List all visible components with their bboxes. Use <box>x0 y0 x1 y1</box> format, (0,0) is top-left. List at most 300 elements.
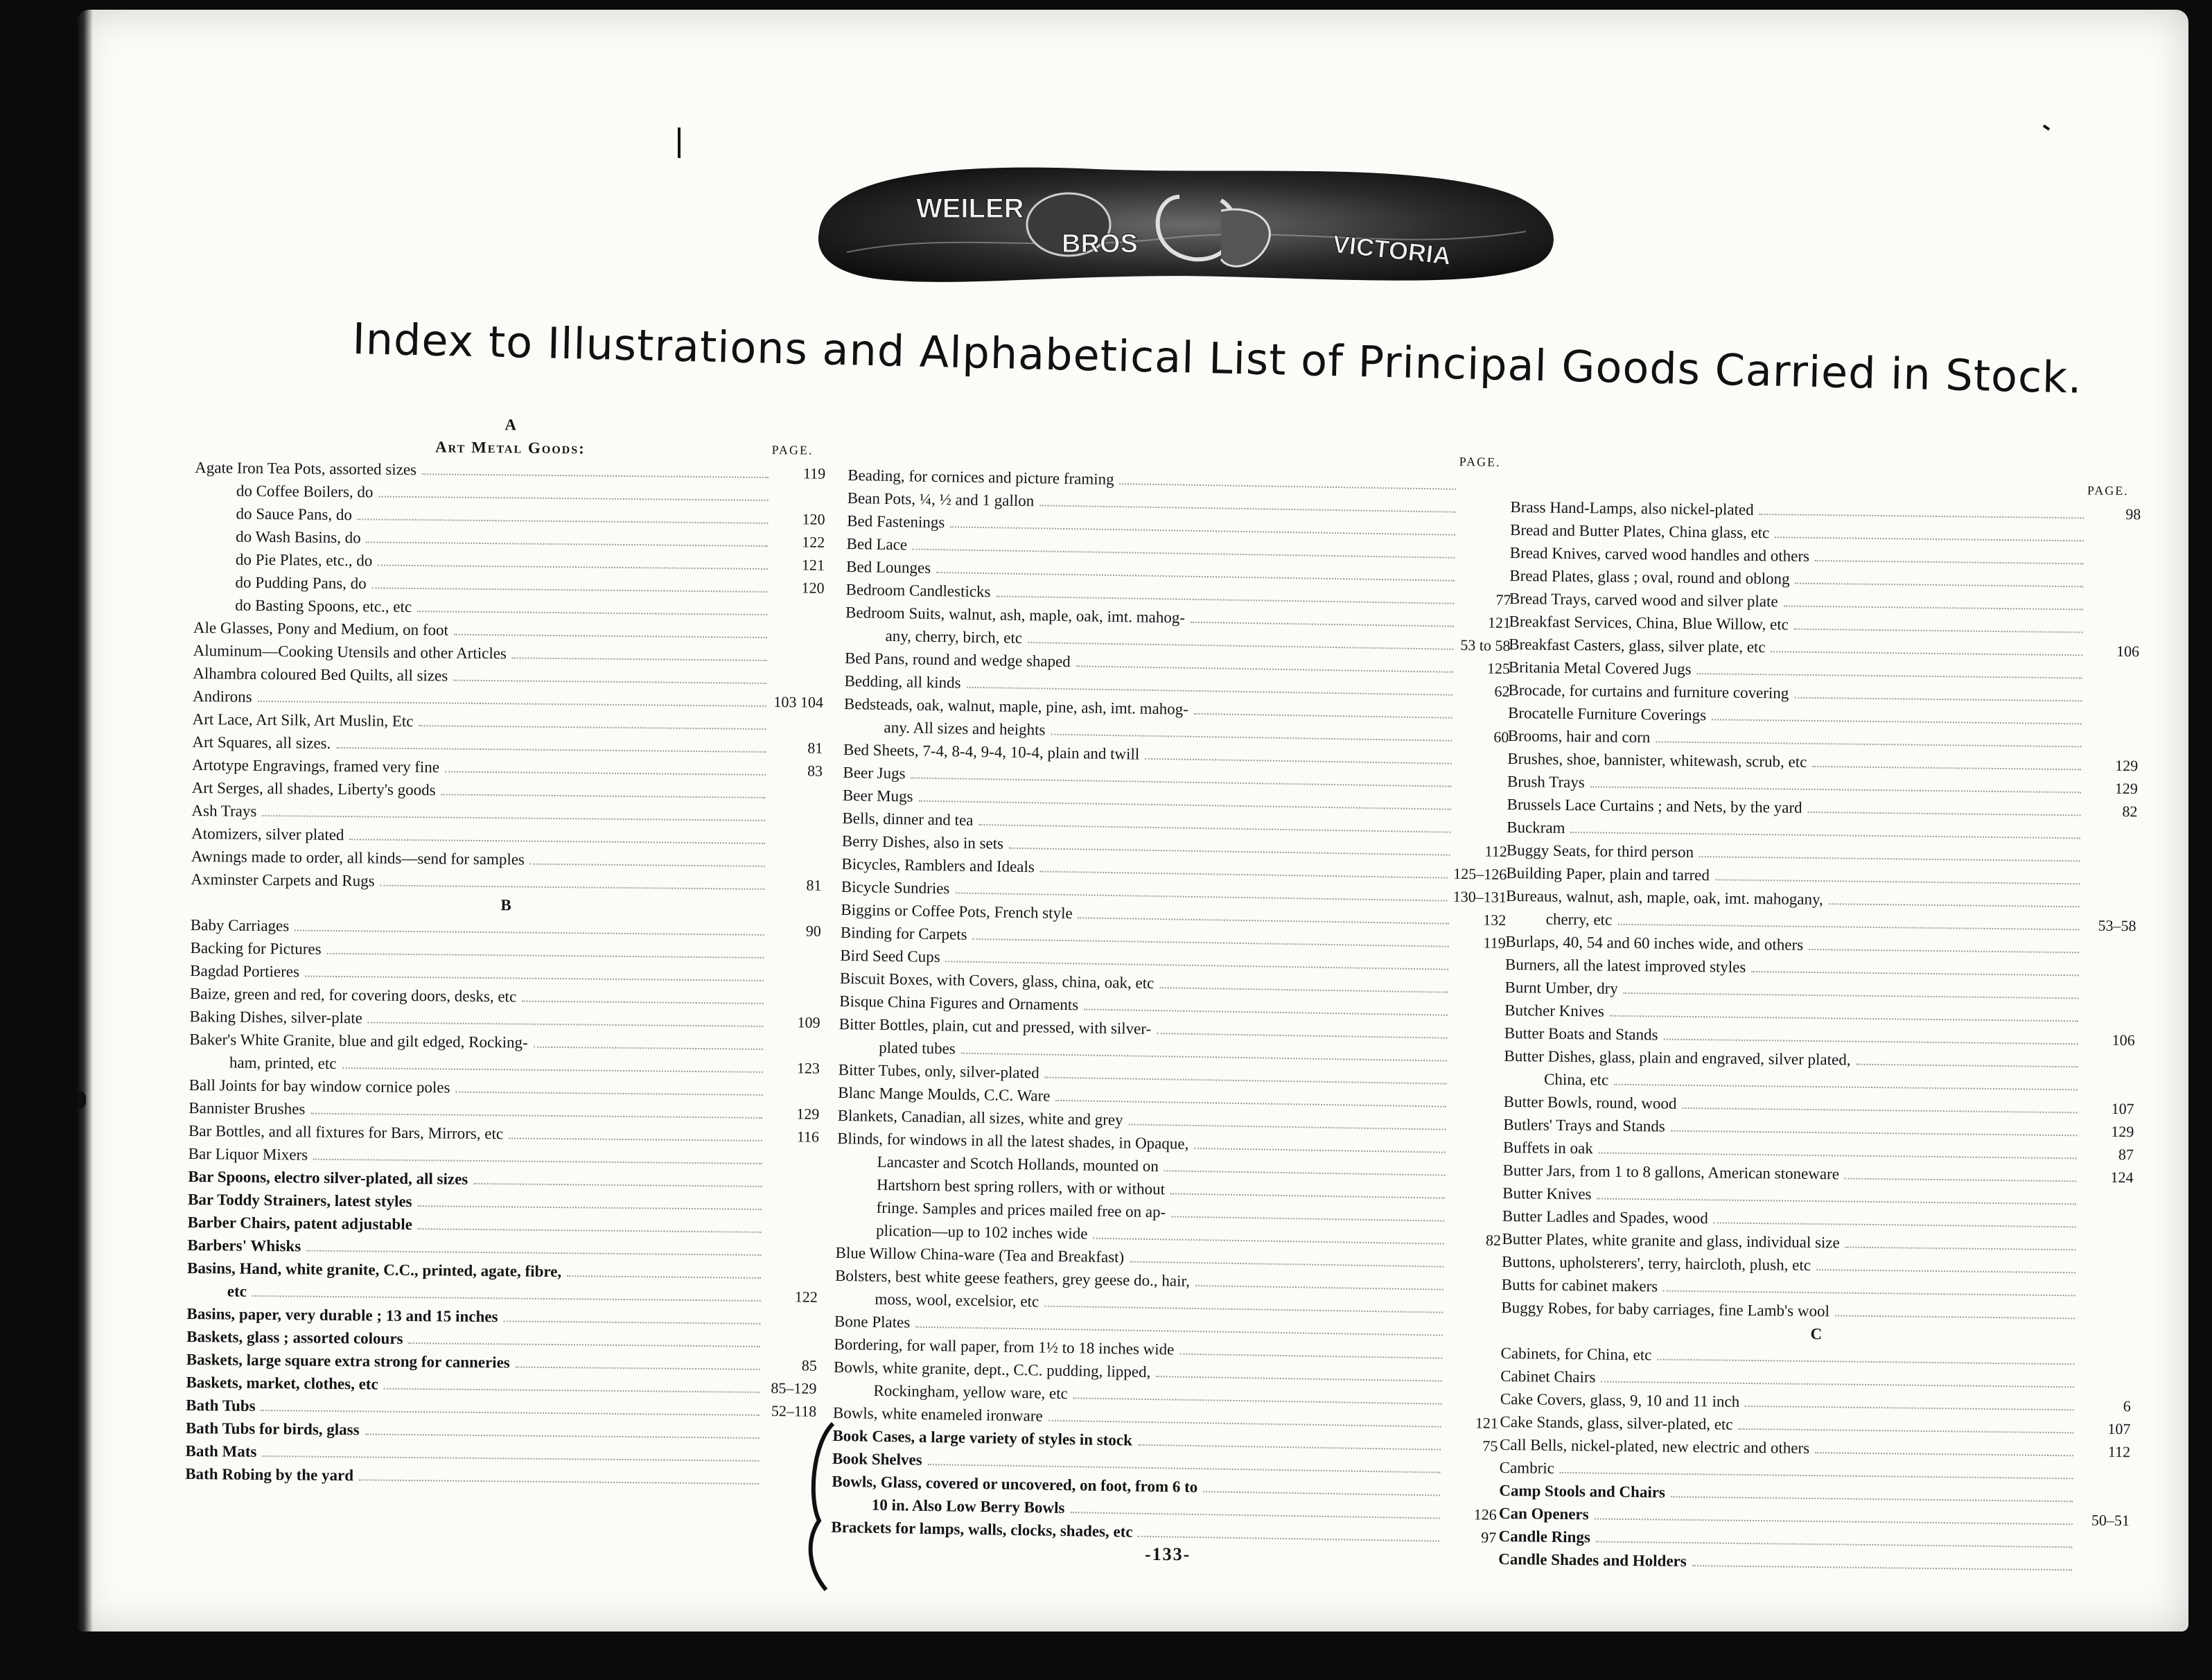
dot-leader <box>1751 971 2079 976</box>
dot-leader <box>1009 848 1450 856</box>
dot-leader <box>534 1047 763 1050</box>
entry-text: Bowls, Glass, covered or uncovered, on foot, from 6 to <box>832 1472 1198 1496</box>
entry-text: Bowls, white granite, dept., C.C. pudding, lipped, <box>833 1358 1151 1381</box>
entry-text: Brooms, hair and corn <box>1507 726 1651 746</box>
entry-page-number <box>1457 810 1508 811</box>
entry-page-number <box>1456 833 1507 834</box>
entry-text: Bar Toddy Strainers, latest styles <box>187 1190 412 1211</box>
entry-page-number <box>1448 1313 1500 1314</box>
dot-leader <box>258 701 766 707</box>
dot-leader <box>1835 1315 2075 1319</box>
entry-page-number: 52–118 <box>771 1402 817 1420</box>
entry-text: Brush Trays <box>1507 772 1585 791</box>
entry-page-number: 123 <box>796 1059 820 1077</box>
entry-text: Ale Glasses, Pony and Medium, on foot <box>193 618 449 639</box>
dot-leader <box>359 1479 759 1485</box>
entry-page-number <box>2078 1570 2129 1571</box>
dot-leader <box>1203 1491 1440 1496</box>
page-edge-shadow <box>78 10 93 1631</box>
dot-leader <box>1712 719 2082 724</box>
entry-page-number <box>1454 993 1505 994</box>
entry-text: Lancaster and Scotch Hollands, mounted on <box>877 1153 1159 1175</box>
entry-page-number <box>1450 1222 1501 1223</box>
dot-leader <box>252 1295 761 1302</box>
entry-text: Brocade, for curtains and furniture covering <box>1508 681 1789 702</box>
entry-text: Biscuit Boxes, with Covers, glass, china, oak, etc <box>839 969 1155 992</box>
dot-leader <box>509 1137 762 1141</box>
entry-text: Buckram <box>1507 818 1565 837</box>
page-number: -133- <box>1145 1544 1191 1564</box>
entry-page-number: 50–51 <box>2091 1511 2130 1530</box>
entry-text: Building Paper, plain and tarred <box>1506 864 1710 884</box>
entry-text: fringe. Samples and prices mailed free on ap- <box>876 1198 1166 1221</box>
entry-text: Buffets in oak <box>1502 1138 1593 1157</box>
dot-leader <box>1595 1518 2073 1525</box>
entry-text: Barbers' Whisks <box>187 1236 301 1255</box>
entry-text: Buggy Robes, for baby carriages, fine Lamb's wool <box>1501 1298 1830 1320</box>
entry-text: Andirons <box>192 687 252 706</box>
dot-leader <box>418 1205 762 1210</box>
index-column-1 <box>185 410 826 1491</box>
entry-text: Ball Joints for bay window cornice poles <box>188 1076 450 1096</box>
dot-leader <box>262 815 765 821</box>
dot-leader <box>1164 1170 1446 1175</box>
section-c-list <box>1498 1342 2132 1577</box>
entry-page-number: 121 <box>1487 613 1511 632</box>
entry-text: Candle Rings <box>1498 1527 1591 1546</box>
section-a-list <box>191 456 825 897</box>
dot-leader <box>1120 483 1457 490</box>
entry-text: Butter Jars, from 1 to 8 gallons, American stoneware <box>1502 1161 1840 1183</box>
dot-leader <box>955 893 1447 902</box>
entry-text: Buggy Seats, for third person <box>1506 841 1694 861</box>
dot-leader <box>966 687 1452 696</box>
entry-page-number: 90 <box>805 922 821 940</box>
dot-leader <box>378 565 768 570</box>
entry-page-number <box>2089 564 2141 565</box>
dot-leader <box>1699 856 2080 861</box>
entry-page-number <box>2087 701 2139 702</box>
entry-text: Blinds, for windows in all the latest shades, in Opaque, <box>836 1129 1189 1153</box>
entry-page-number <box>771 821 822 822</box>
dot-leader <box>336 747 766 753</box>
entry-page-number <box>2086 861 2137 862</box>
page-label: PAGE. <box>1459 454 1501 469</box>
entry-page-number <box>1460 581 1511 582</box>
entry-text: Bread Plates, glass ; oval, round and oblong <box>1509 566 1790 588</box>
entry-text: do Coffee Boilers, do <box>236 482 374 501</box>
entry-page-number <box>2083 1067 2134 1068</box>
dot-leader <box>1617 924 2079 931</box>
scan-mark <box>2043 124 2050 130</box>
dot-leader <box>454 634 767 638</box>
entry-page-number: 129 <box>2115 756 2139 775</box>
dot-leader <box>455 1092 762 1096</box>
entry-page-number <box>1457 764 1509 765</box>
dot-leader <box>1845 1178 2077 1182</box>
dot-leader <box>1194 713 1452 719</box>
dot-leader <box>380 885 765 890</box>
entry-text: Bar Liquor Mixers <box>188 1144 308 1164</box>
entry-text: Bath Tubs for birds, glass <box>185 1419 360 1439</box>
dot-leader <box>445 771 766 775</box>
dot-leader <box>1044 1306 1443 1313</box>
dot-leader <box>342 1067 762 1073</box>
dot-leader <box>978 824 1450 833</box>
entry-page-number <box>2089 610 2140 611</box>
section-letter-b: B <box>500 896 511 914</box>
entry-text: China, etc <box>1543 1070 1609 1089</box>
dot-leader <box>1171 1216 1444 1221</box>
entry-text: Bed Fastenings <box>846 511 945 532</box>
entry-page-number <box>773 661 824 662</box>
entry-text: Butter Ladles and Spades, wood <box>1502 1207 1708 1227</box>
entry-text: Butter Knives <box>1502 1184 1592 1203</box>
dot-leader <box>1815 1452 2073 1456</box>
dot-leader <box>378 496 768 501</box>
entry-text: Beading, for cornices and picture framing <box>848 466 1114 489</box>
dot-leader <box>1560 1472 2073 1479</box>
entry-text: Butter Boats and Stands <box>1504 1024 1658 1044</box>
entry-page-number <box>2079 1479 2130 1480</box>
entry-page-number: 85–129 <box>771 1379 817 1397</box>
index-column-3 <box>1498 473 2141 1577</box>
entry-page-number <box>1446 1496 1497 1497</box>
entry-text: Breakfast Casters, glass, silver plate, etc <box>1509 635 1766 656</box>
entry-text: Bannister Brushes <box>188 1099 306 1118</box>
dot-leader <box>367 541 769 547</box>
dot-leader <box>936 572 1455 581</box>
entry-page-number <box>1451 1130 1502 1131</box>
dot-leader <box>1194 1148 1446 1153</box>
entry-text: Baskets, market, clothes, etc <box>186 1373 378 1393</box>
entry-page-number: 112 <box>1484 842 1508 861</box>
dot-leader <box>417 611 767 615</box>
entry-text: Cake Covers, glass, 9, 10 and 11 inch <box>1500 1390 1740 1410</box>
entry-text: Cambric <box>1499 1458 1555 1477</box>
entry-text: Buttons, upholsterers', terry, haircloth, plush, etc <box>1501 1252 1811 1274</box>
entry-page-number <box>1453 1016 1504 1017</box>
weiler-bros-banner-logo <box>805 148 1574 301</box>
entry-page-number: 129 <box>796 1105 820 1123</box>
dot-leader <box>1671 1496 2073 1503</box>
entry-text: any, cherry, birch, etc <box>885 627 1023 647</box>
entry-text: Aluminum—Cooking Utensils and other Articles <box>193 641 507 663</box>
dot-leader <box>1692 1565 2072 1570</box>
entry-page-number: 112 <box>2107 1442 2131 1461</box>
dot-leader <box>1597 1198 2077 1205</box>
entry-page-number: 53 to 58 <box>1460 636 1511 655</box>
dot-leader <box>441 794 766 798</box>
dot-leader <box>1073 1397 1442 1404</box>
section-b-continued-list <box>1501 496 2141 1326</box>
scanned-page <box>78 10 2188 1631</box>
entry-page-number: 130–131 <box>1452 887 1507 906</box>
entry-page-number <box>1461 513 1512 514</box>
entry-page-number <box>2084 976 2136 977</box>
entry-text: Bedsteads, oak, walnut, maple, pine, ash, imt. mahog- <box>843 694 1189 718</box>
dot-leader <box>928 1464 1441 1473</box>
entry-text: Axminster Carpets and Rugs <box>191 870 375 890</box>
page-title: Index to Illustrations and Alphabetical List of Principal Goods Carried in Stock. <box>351 313 2083 403</box>
dot-leader <box>365 1433 760 1438</box>
entry-text: Butlers' Trays and Stands <box>1503 1115 1665 1135</box>
dot-leader <box>1055 1100 1446 1108</box>
entry-page-number: 83 <box>807 762 823 780</box>
entry-page-number: 97 <box>1481 1528 1497 1546</box>
entry-page-number: 121 <box>801 556 825 574</box>
entry-page-number: 75 <box>1482 1437 1498 1455</box>
entry-page-number <box>771 867 822 868</box>
dot-leader <box>358 518 769 524</box>
entry-page-number <box>767 1233 818 1234</box>
entry-page-number <box>772 684 823 685</box>
dot-leader <box>530 864 765 867</box>
entry-text: Bath Tubs <box>186 1396 256 1415</box>
dot-leader <box>1815 560 2084 564</box>
entry-page-number <box>2081 1296 2132 1297</box>
dot-leader <box>1191 622 1454 627</box>
dot-leader <box>1614 1084 2078 1091</box>
entry-page-number: 121 <box>1475 1414 1499 1432</box>
entry-text: Butter Dishes, glass, plain and engraved, silver plated, <box>1504 1047 1851 1069</box>
dot-leader <box>516 1366 760 1370</box>
entry-page-number <box>2080 1319 2132 1320</box>
entry-text: Bed Lounges <box>845 557 931 577</box>
entry-page-number <box>774 501 825 502</box>
entry-text: do Pie Plates, etc., do <box>235 550 373 570</box>
entry-text: Binding for Carpets <box>840 923 967 943</box>
entry-page-number: 129 <box>2114 779 2139 798</box>
entry-page-number: 98 <box>2125 505 2141 523</box>
entry-text: Bird Seed Cups <box>840 946 940 966</box>
entry-page-number <box>1448 1382 1499 1383</box>
dot-leader <box>1808 812 2081 816</box>
dot-leader <box>419 725 766 730</box>
entry-text: plication—up to 102 inches wide <box>875 1221 1088 1243</box>
dot-leader <box>1051 734 1452 742</box>
dot-leader <box>1739 1428 2074 1433</box>
entry-text: do Basting Spoons, etc., etc <box>235 596 412 616</box>
entry-text: Bean Pots, ¼, ½ and 1 gallon <box>847 489 1035 510</box>
dot-leader <box>368 1022 764 1026</box>
entry-text: Basins, Hand, white granite, C.C., printed, agate, fibre, <box>187 1259 562 1281</box>
entry-text: cherry, etc <box>1545 910 1613 929</box>
dot-leader <box>418 1228 762 1233</box>
entry-text: Candle Shades and Holders <box>1498 1550 1687 1570</box>
entry-text: Burners, all the latest improved styles <box>1504 955 1746 976</box>
entry-text: Butter Plates, white granite and glass, individual size <box>1502 1230 1840 1252</box>
entry-text: Butcher Knives <box>1504 1001 1605 1020</box>
dot-leader <box>1796 583 2084 588</box>
entry-page-number <box>766 1256 818 1257</box>
dot-leader <box>1070 1512 1439 1519</box>
section-letter-c: C <box>1810 1324 1823 1343</box>
entry-page-number <box>2085 907 2136 908</box>
entry-page-number <box>1448 1336 1500 1337</box>
entry-text: Alhambra coloured Bed Quilts, all sizes <box>193 664 448 685</box>
entry-text: Bedding, all kinds <box>844 672 961 692</box>
entry-page-number <box>2089 541 2141 542</box>
dot-leader <box>310 1113 762 1119</box>
entry-text: Bowls, white enameled ironware <box>832 1403 1043 1425</box>
entry-page-number: 125–126 <box>1453 864 1507 884</box>
logo-text-victoria: VICTORIA <box>1331 229 1452 270</box>
entry-page-number <box>769 1050 820 1051</box>
entry-text: Bordering, for wall paper, from 1½ to 18 inches wide <box>834 1335 1175 1358</box>
entry-page-number: 107 <box>2107 1419 2131 1438</box>
dot-leader <box>1076 665 1453 673</box>
dot-leader <box>1084 1008 1448 1015</box>
logo-text-bros: BROS <box>1062 229 1138 259</box>
entry-page-number <box>766 1347 817 1348</box>
dot-leader <box>972 938 1448 947</box>
entry-page-number: 126 <box>1473 1505 1497 1523</box>
entry-text: Bolsters, best white geese feathers, grey geese do., hair, <box>834 1266 1191 1290</box>
entry-text: Beer Mugs <box>842 786 913 805</box>
entry-text: 10 in. Also Low Berry Bowls <box>871 1496 1065 1517</box>
dot-leader <box>1596 1541 2073 1548</box>
dot-leader <box>305 976 764 981</box>
dot-leader <box>306 1250 761 1256</box>
dot-leader <box>1599 1153 2077 1160</box>
dot-leader <box>1624 992 2079 999</box>
entry-page-number <box>2082 1227 2133 1228</box>
dot-leader <box>1078 917 1450 924</box>
entry-text: Baskets, glass ; assorted colours <box>186 1327 403 1347</box>
entry-text: do Wash Basins, do <box>236 527 361 547</box>
entry-text: Bed Pans, round and wedge shaped <box>844 649 1071 671</box>
entry-page-number: 122 <box>802 533 825 551</box>
entry-page-number <box>1450 1176 1502 1177</box>
entry-text: Bed Lace <box>846 534 908 554</box>
entry-text: Beer Jugs <box>843 763 906 782</box>
entry-page-number: 116 <box>796 1128 820 1146</box>
entry-page-number: 132 <box>1483 911 1507 929</box>
entry-text: Bitter Bottles, plain, cut and pressed, with silver- <box>839 1015 1152 1038</box>
entry-text: Bisque China Figures and Ornaments <box>839 992 1079 1014</box>
entry-page-number <box>1448 1359 1499 1360</box>
entry-page-number <box>773 638 824 639</box>
entry-text: plated tubes <box>879 1038 956 1058</box>
entry-page-number <box>1449 1290 1500 1291</box>
entry-page-number: 109 <box>797 1013 820 1031</box>
entry-page-number: 60 <box>1493 728 1509 746</box>
entry-text: Backing for Pictures <box>190 938 322 958</box>
dot-leader <box>1040 870 1448 878</box>
entry-text: do Pudding Pans, do <box>235 573 367 593</box>
entry-text: Brocatelle Furniture Coverings <box>1507 703 1707 724</box>
dot-leader <box>1138 1536 1439 1542</box>
dot-leader <box>1657 1358 2074 1365</box>
entry-text: Breakfast Services, China, Blue Willow, etc <box>1509 612 1789 633</box>
entry-text: Bone Plates <box>834 1312 911 1331</box>
entry-page-number <box>2084 953 2136 954</box>
section-letter-a: A <box>504 416 517 434</box>
entry-text: Agate Iron Tea Pots, assorted sizes <box>195 458 417 479</box>
entry-page-number <box>768 1164 819 1165</box>
entry-page-number <box>2087 724 2139 725</box>
entry-page-number: 124 <box>2110 1168 2134 1187</box>
entry-text: Bicycles, Ramblers and Ideals <box>841 855 1035 876</box>
entry-text: Blankets, Canadian, all sizes, white and grey <box>837 1106 1123 1129</box>
entry-text: Burnt Umber, dry <box>1504 978 1618 997</box>
entry-text: Bar Bottles, and all fixtures for Bars, Mirrors, etc <box>188 1121 504 1143</box>
entry-text: Baby Carriages <box>190 916 290 935</box>
entry-page-number <box>767 1187 818 1188</box>
dot-leader <box>1159 987 1448 993</box>
dot-leader <box>1138 1444 1441 1451</box>
entry-page-number <box>773 615 824 616</box>
dot-leader <box>261 1410 760 1416</box>
entry-page-number: 81 <box>807 739 823 757</box>
dot-leader <box>1048 1420 1441 1428</box>
entry-text: ham, printed, etc <box>229 1053 337 1072</box>
dot-leader <box>1045 1077 1447 1085</box>
entry-text: Barber Chairs, patent adjustable <box>187 1213 413 1234</box>
entry-text: Bread Knives, carved wood handles and others <box>1509 543 1810 565</box>
dot-leader <box>1656 741 2081 747</box>
entry-text: Art Lace, Art Silk, Art Muslin, Etc <box>192 710 414 730</box>
entry-text: Bed Sheets, 7-4, 8-4, 9-4, 10-4, plain and twill <box>843 740 1140 763</box>
entry-text: Baskets, large square extra strong for canneries <box>186 1350 510 1372</box>
dot-leader <box>473 1183 762 1187</box>
entry-page-number <box>767 1210 818 1211</box>
dot-leader <box>349 839 765 844</box>
dot-leader <box>512 657 767 661</box>
entry-page-number <box>2078 1502 2130 1503</box>
entry-text: Book Shelves <box>832 1449 922 1469</box>
entry-page-number: 53–58 <box>2098 916 2136 935</box>
entry-text: Britania Metal Covered Jugs <box>1508 658 1692 678</box>
dot-leader <box>384 1388 760 1393</box>
dot-leader <box>1039 505 1455 512</box>
dot-leader <box>1812 766 2081 770</box>
entry-text: Blue Willow China-ware (Tea and Breakfast) <box>835 1243 1125 1266</box>
dot-leader <box>422 473 769 478</box>
dot-leader <box>295 929 764 936</box>
entry-text: Brass Hand-Lamps, also nickel-plated <box>1510 498 1754 518</box>
dot-leader <box>1784 605 2083 610</box>
entry-text: Call Bells, nickel-plated, new electric and others <box>1499 1435 1810 1457</box>
dot-leader <box>262 1455 759 1462</box>
entry-page-number <box>769 1004 820 1005</box>
entry-text: Bureaus, walnut, ash, maple, oak, imt. mahogany, <box>1505 886 1823 909</box>
dot-leader <box>1145 758 1452 764</box>
entry-page-number <box>1454 970 1505 971</box>
entry-text: Awnings made to order, all kinds—send for samples <box>191 847 525 868</box>
dot-leader <box>1093 1238 1444 1245</box>
entry-text: Hartshorn best spring rollers, with or without <box>876 1175 1166 1198</box>
section-title: Art Metal Goods: <box>434 438 586 457</box>
entry-page-number: 106 <box>2112 1031 2135 1049</box>
entry-page-number: 107 <box>2111 1099 2134 1118</box>
dot-leader <box>1809 949 2079 953</box>
entry-page-number <box>2081 1273 2132 1274</box>
entry-text: Basins, paper, very durable ; 13 and 15 inches <box>186 1304 498 1326</box>
logo-text-weiler: WEILER <box>916 193 1024 224</box>
dot-leader <box>1745 1406 2074 1410</box>
entry-page-number <box>1446 1473 1498 1474</box>
entry-text: Baker's White Granite, blue and gilt edged, Rocking- <box>189 1030 528 1051</box>
dot-leader <box>1682 1108 2077 1113</box>
dot-leader <box>1794 697 2082 702</box>
dot-leader <box>1697 673 2082 679</box>
dot-leader <box>996 595 1454 604</box>
dot-leader <box>1610 1015 2078 1022</box>
entry-page-number: 85 <box>801 1356 817 1374</box>
dot-leader <box>950 526 1455 535</box>
